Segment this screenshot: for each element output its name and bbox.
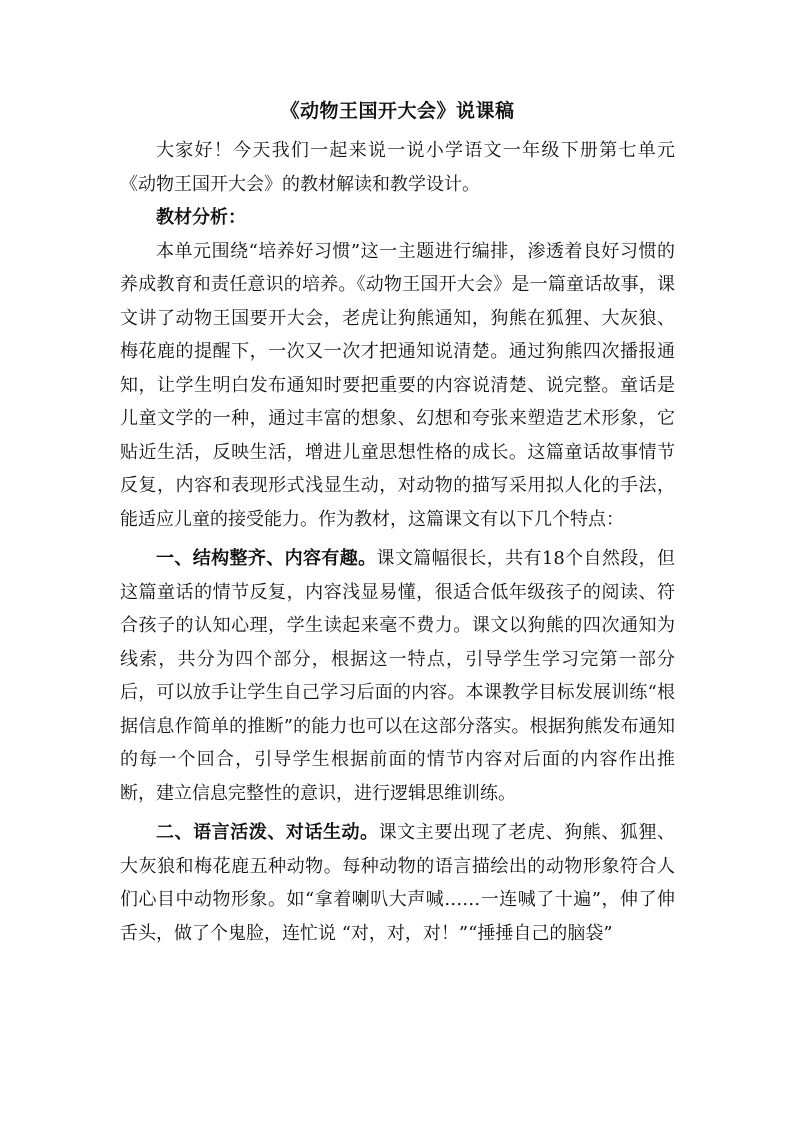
intro-paragraph: 大家好！今天我们一起来说一说小学语文一年级下册第七单元《动物王国开大会》的教材解读和教学设计。 xyxy=(120,140,675,195)
document-body xyxy=(120,96,675,950)
section-heading-textbook-analysis: 教材分析： xyxy=(156,207,246,228)
feature-one-body: 课文篇幅很长，共有18个自然段，但这篇童话的情节反复，内容浅显易懂，很适合低年级孩子的阅读、符合孩子的认知心理，学生读起来毫不费力。课文以狗熊的四次通知为线索，共分为四个部分，根据这一特点，引导学生学习完第一部分后，可以放手让学生自己学习后面的内容。本课教学目标发展训练“根据信息作简单的推断”的能力也可以在这部分落实。根据狗熊发布通知的每一个回合，引导学生根据前面的情节内容对后面的内容作出推断，建立信息完整性的意识，进行逻辑思维训练。 xyxy=(120,548,676,804)
feature-two-body: 课文主要出现了老虎、狗熊、狐狸、大灰狼和梅花鹿五种动物。每种动物的语言描绘出的动物形象符合人们心目中动物形象。如“拿着喇叭大声喊……一连喊了十遍”，伸了伸舌头，做了个鬼脸，连忙说 “对，对，对！”“捶捶自己的脑袋” xyxy=(120,822,676,944)
feature-two-paragraph xyxy=(120,816,675,950)
document-title: 《动物王国开大会》说课稿 xyxy=(280,100,515,122)
feature-one-heading: 一、结构整齐、内容有趣。 xyxy=(156,548,377,569)
feature-one-paragraph xyxy=(120,542,675,810)
feature-two-heading: 二、语言活泼、对话生动。 xyxy=(156,822,379,843)
analysis-paragraph: 本单元围绕“培养好习惯”这一主题进行编排，渗透着良好习惯的养成教育和责任意识的培养。《动物王国开大会》是一篇童话故事，课文讲了动物王国要开大会，老虎让狗熊通知，狗熊在狐狸、大灰狼、梅花鹿的提醒下，一次又一次才把通知说清楚。通过狗熊四次播报通知，让学生明白发布通知时要把重要的内容说清楚、说完整。童话是儿童文学的一种，通过丰富的想象、幻想和夸张来塑造艺术形象，它贴近生活，反映生活，增进儿童思想性格的成长。这篇童话故事情节反复，内容和表现形式浅显生动，对动物的描写采用拟人化的手法，能适应儿童的接受能力。作为教材，这篇课文有以下几个特点： xyxy=(120,240,675,530)
